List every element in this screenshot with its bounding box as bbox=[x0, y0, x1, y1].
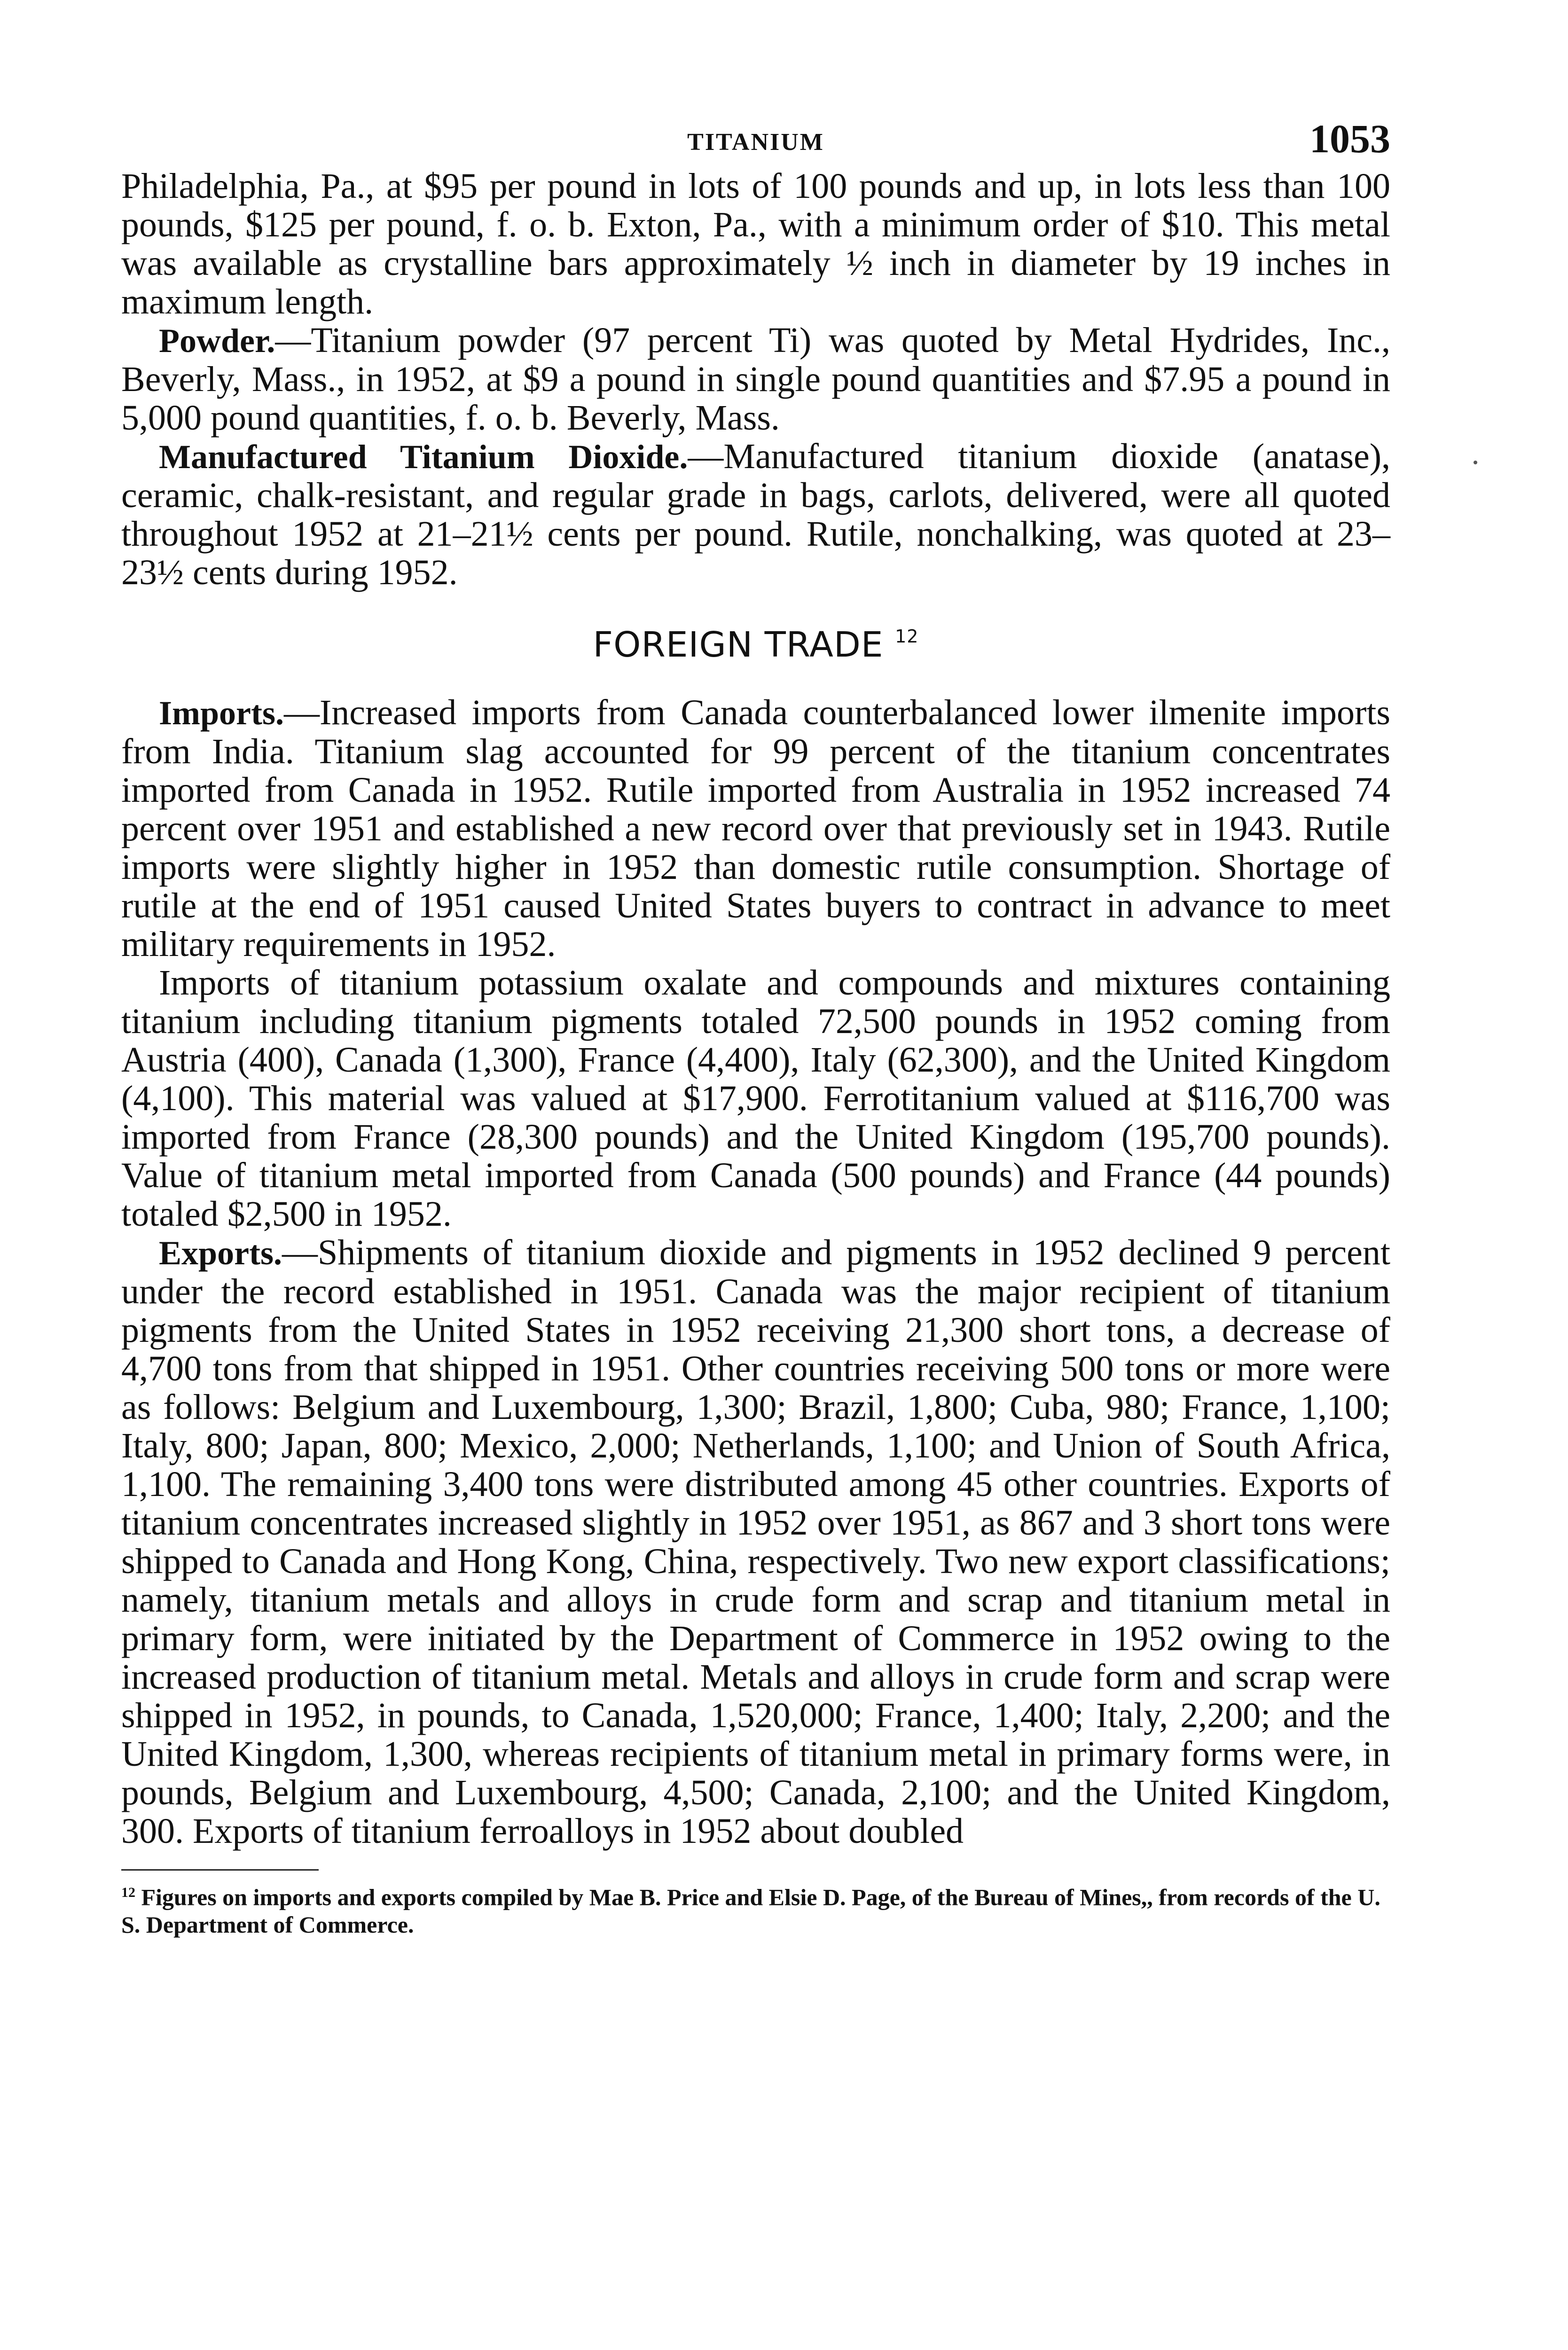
paragraph-intro: Philadelphia, Pa., at $95 per pound in lots of 100 pounds and up, in lots less than 100 pounds, $125 per pound, f. o. b. Exton, Pa., with a minimum order of $10. This metal was available as crystalline bars approximately ½ inch in diameter by 19 inches in maximum length. bbox=[121, 166, 1390, 321]
dioxide-text: —Manufactured titanium dioxide (anatase), ceramic, chalk-resistant, and regular grade in bags, carlots, delivered, were all quoted throughout 1952 at 21–21½ cents per pound. Rutile, nonchalking, was quoted at 23–23½ cents during 1952. bbox=[121, 437, 1390, 592]
powder-text: —Titanium powder (97 percent Ti) was quoted by Metal Hydrides, Inc., Beverly, Mass., in 1952, at $9 a pound in single pound quantities and $7.95 a pound in 5,000 pound quantities, f. o. b. Beverly, Mass. bbox=[121, 321, 1390, 438]
powder-heading: Powder. bbox=[159, 322, 275, 360]
paragraph-dioxide bbox=[121, 437, 1390, 592]
page-number: 1053 bbox=[1309, 116, 1390, 161]
paragraph-powder bbox=[121, 321, 1390, 437]
paragraph-imports-2: Imports of titanium potassium oxalate and compounds and mixtures containing titanium including titanium pigments totaled 72,500 pounds in 1952 coming from Austria (400), Canada (1,300), France (4,400), Italy (62,300), and the United Kingdom (4,100). This material was valued at $17,900. Ferrotitanium valued at $116,700 was imported from France (28,300 pounds) and the United Kingdom (195,700 pounds). Value of titanium metal imported from Canada (500 pounds) and France (44 pounds) totaled $2,500 in 1952. bbox=[121, 963, 1390, 1234]
section-title: FOREIGN TRADE bbox=[593, 625, 884, 665]
stray-mark bbox=[1474, 461, 1477, 464]
dioxide-heading: Manufactured Titanium Dioxide. bbox=[159, 438, 688, 476]
footnote-text: Figures on imports and exports compiled by Mae B. Price and Elsie D. Page, of the Bureau of Mines,, from records of the U. S. Department of Commerce. bbox=[121, 1884, 1380, 1938]
footnote-rule bbox=[121, 1869, 319, 1871]
section-footnote-ref: 12 bbox=[895, 626, 919, 647]
exports-text: —Shipments of titanium dioxide and pigments in 1952 declined 9 percent under the record established in 1951. Canada was the major recipient of titanium pigments from the United States in 1952 receiving 21,300 short tons, a decrease of 4,700 tons from that shipped in 1951. Other countries receiving 500 tons or more were as follows: Belgium and Luxembourg, 1,300; Brazil, 1,800; Cuba, 980; France, 1,100; Italy, 800; Japan, 800; Mexico, 2,000; Netherlands, 1,100; and Union of South Africa, 1,100. The remaining 3,400 tons were distributed among 45 other countries. Exports of titanium concentrates increased slightly in 1952 over 1951, as 867 and 3 short tons were shipped to Canada and Hong Kong, China, respectively. Two new export classifications; namely, titanium metals and alloys in crude form and scrap and titanium metal in primary form, were initiated by the Department of Commerce in 1952 owing to the increased production of titanium metal. Metals and alloys in crude form and scrap were shipped in 1952, in pounds, to Canada, 1,520,000; France, 1,400; Italy, 2,200; and the United Kingdom, 1,300, whereas recipients of titanium metal in primary forms were, in pounds, Belgium and Luxembourg, 4,500; Canada, 2,100; and the United Kingdom, 300. Exports of titanium ferroalloys in 1952 about doubled bbox=[121, 1233, 1390, 1851]
paragraph-exports bbox=[121, 1233, 1390, 1850]
running-head bbox=[121, 110, 1390, 167]
footnote bbox=[121, 1879, 1390, 1938]
exports-heading: Exports. bbox=[159, 1234, 282, 1272]
imports-heading: Imports. bbox=[159, 694, 284, 732]
section-heading bbox=[121, 625, 1390, 665]
page bbox=[121, 110, 1390, 1938]
running-title: TITANIUM bbox=[687, 129, 824, 156]
paragraph-imports bbox=[121, 693, 1390, 964]
imports-text: —Increased imports from Canada counterbalanced lower ilmenite imports from India. Titanium slag accounted for 99 percent of the titanium concentrates imported from Canada in 1952. Rutile imported from Australia in 1952 increased 74 percent over 1951 and established a new record over that previously set in 1943. Rutile imports were slightly higher in 1952 than domestic rutile consumption. Shortage of rutile at the end of 1951 caused United States buyers to contract in advance to meet military requirements in 1952. bbox=[121, 693, 1390, 964]
footnote-marker: 12 bbox=[121, 1885, 135, 1900]
